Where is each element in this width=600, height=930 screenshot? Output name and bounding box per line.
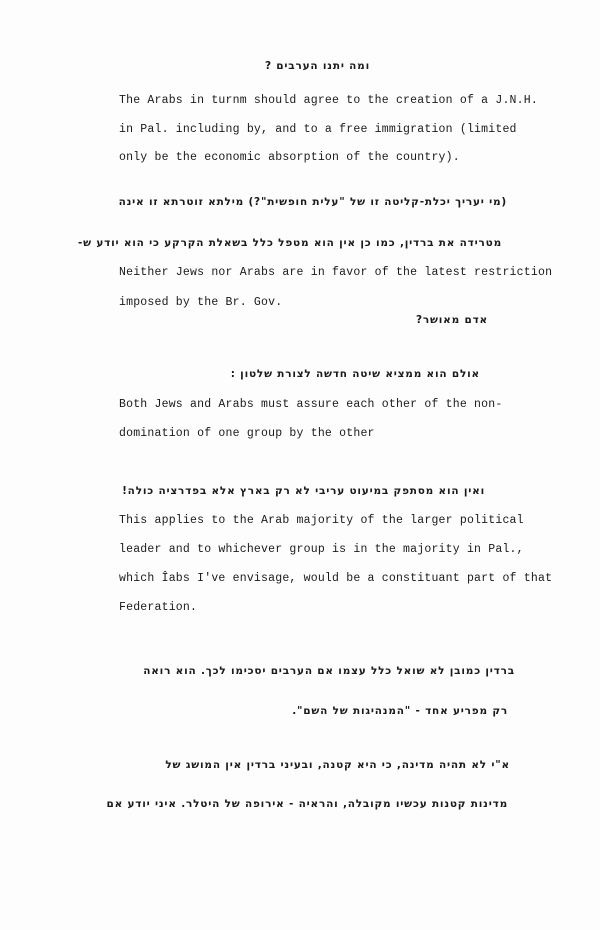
text-line: The Arabs in turnm should agree to the creation of a J.N.H. — [119, 94, 538, 107]
text-line: imposed by the Br. Gov. — [119, 296, 283, 309]
hebrew-text-line: רק מפריע אחד - "המנהיגות של השם". — [292, 705, 508, 717]
text-line: leader and to whichever group is in the majority in Pal., — [119, 543, 524, 556]
hebrew-heading-minority: ואין הוא מסתפק במיעוט עריבי לא רק בארץ אלא בפדרציה כולה! — [122, 485, 485, 497]
text-line: This applies to the Arab majority of the larger political — [119, 514, 524, 527]
text-line: in Pal. including by, and to a free immigration (limited — [119, 123, 517, 136]
hebrew-text-line: (מי יעריך יכלת-קליטה זו של "עלית חופשית"?) מילתא זוטרתא זו אינה — [118, 196, 507, 208]
hebrew-text-line: ברדין כמובן לא שואל כלל עצמו אם הערבים יסכימו לכך. הוא רואה — [143, 665, 515, 677]
hebrew-heading-arabs-give: ומה יתנו הערבים ? — [264, 60, 370, 72]
hebrew-text-line: מטרידה את ברדין, כמו כן אין הוא מטפל כלל בשאלת הקרקע כי הוא יודע ש- — [77, 237, 502, 249]
hebrew-heading-new-method: אולם הוא ממציא שיטה חדשה לצורת שלטון : — [230, 368, 480, 380]
hebrew-text-line: א"י לא תהיה מדינה, כי היא קטנה, ובעיני ברדין אין המושג של — [165, 759, 510, 771]
text-line: only be the economic absorption of the country). — [119, 151, 460, 164]
text-line: domination of one group by the other — [119, 427, 375, 440]
text-line: Federation. — [119, 601, 198, 614]
text-line: which Îabs I've envisage, would be a constituant part of that — [119, 572, 553, 585]
text-line: Neither Jews nor Arabs are in favor of the latest restriction — [119, 266, 553, 279]
hebrew-text-line: מדינות קטנות עכשיו מקובלה, והראיה - אירופה של היטלר. איני יודע אם — [106, 798, 508, 810]
text-line: Both Jews and Arabs must assure each other of the non- — [119, 398, 503, 411]
hebrew-text-line: אדם מאושר? — [415, 314, 488, 326]
